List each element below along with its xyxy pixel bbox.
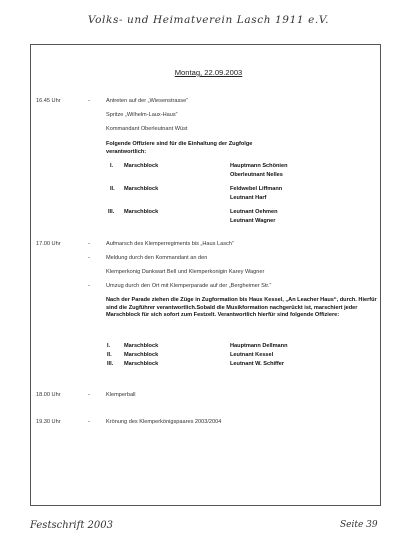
officer-name: Hauptmann Schönien <box>230 163 288 169</box>
block-number: I. <box>110 163 114 169</box>
block-label: Marschblock <box>124 361 159 367</box>
parade-paragraph: Nach der Parade ziehen die Züge in Zugformation bis Haus Kessel, „An Leacher Haus“, durch. Hierfür sind die Zugführer verantwortlich.Sobald die Musikformation nachgerückt ist, marschiert jeder Marschblock für sich sofort zum Festzelt. Verantwortlich hierfür sind folgende Offiziere: <box>106 297 377 319</box>
dash: - <box>88 255 90 261</box>
page-header: Volks- und Heimatverein Lasch 1911 e.V. <box>87 14 330 26</box>
document-title: Montag, 22.09.2003 <box>174 68 243 77</box>
officer-name: Leutnant Wagner <box>230 218 276 224</box>
time-1645: 16.45 Uhr <box>36 98 61 104</box>
dash: - <box>88 419 90 425</box>
entry-kroenung: Krönung des Klemperkönigspaares 2003/2004 <box>106 419 222 425</box>
block-number: II. <box>107 352 112 358</box>
entry-verantwortlich: verantwortlich: <box>106 149 147 155</box>
block-number: I. <box>107 343 111 349</box>
officer-name: Oberleutnant Nelles <box>230 172 283 178</box>
time-1800: 18.00 Uhr <box>36 392 61 398</box>
block-number: II. <box>110 186 115 192</box>
block-label: Marschblock <box>124 163 159 169</box>
block-label: Marschblock <box>124 186 159 192</box>
entry-kommandant: Kommandant Oberleutnant Wüst <box>106 126 188 132</box>
block-label: Marschblock <box>124 343 159 349</box>
block-number: III. <box>107 361 114 367</box>
entry-aufmarsch: Aufmarsch des Klemperregiments bis „Haus Lasch“ <box>106 241 234 247</box>
officer-name: Leutnant Oehmen <box>230 209 278 215</box>
dash: - <box>88 392 90 398</box>
entry-antreten: Antreten auf der „Wiesenstrasse“ <box>106 98 189 104</box>
footer-publication: Festschrift 2003 <box>30 520 113 531</box>
officer-name: Leutnant Kessel <box>230 352 274 358</box>
entry-koenigspaar: Klemperkonig Dankwart Bell und Klemperkonigin Karey Wagner <box>106 269 265 275</box>
footer-page-number: Seite 39 <box>340 520 378 530</box>
officer-name: Feldwebel Liffmann <box>230 186 283 192</box>
officer-name: Hauptmann Dellmann <box>230 343 288 349</box>
officer-name: Leutnant W. Schiffer <box>230 361 285 367</box>
block-label: Marschblock <box>124 209 159 215</box>
block-number: III. <box>108 209 115 215</box>
content-frame <box>30 44 381 506</box>
time-1700: 17.00 Uhr <box>36 241 61 247</box>
dash: - <box>88 98 90 104</box>
officer-name: Leutnant Harf <box>230 195 267 201</box>
entry-umzug: Umzug durch den Ort mit Klemperparade auf der „Bergheimer Str.“ <box>106 283 272 289</box>
entry-meldung: Meldung durch den Kommandant an den <box>106 255 208 261</box>
dash: - <box>88 283 90 289</box>
block-label: Marschblock <box>124 352 159 358</box>
dash: - <box>88 241 90 247</box>
entry-offiziere: Folgende Offiziere sind für die Einhaltung der Zugfolge <box>106 141 253 147</box>
entry-klemperball: Klemperball <box>106 392 136 398</box>
entry-spritze: Spritze „Wilhelm-Laux-Haus“ <box>106 112 178 118</box>
time-1930: 19.30 Uhr <box>36 419 61 425</box>
